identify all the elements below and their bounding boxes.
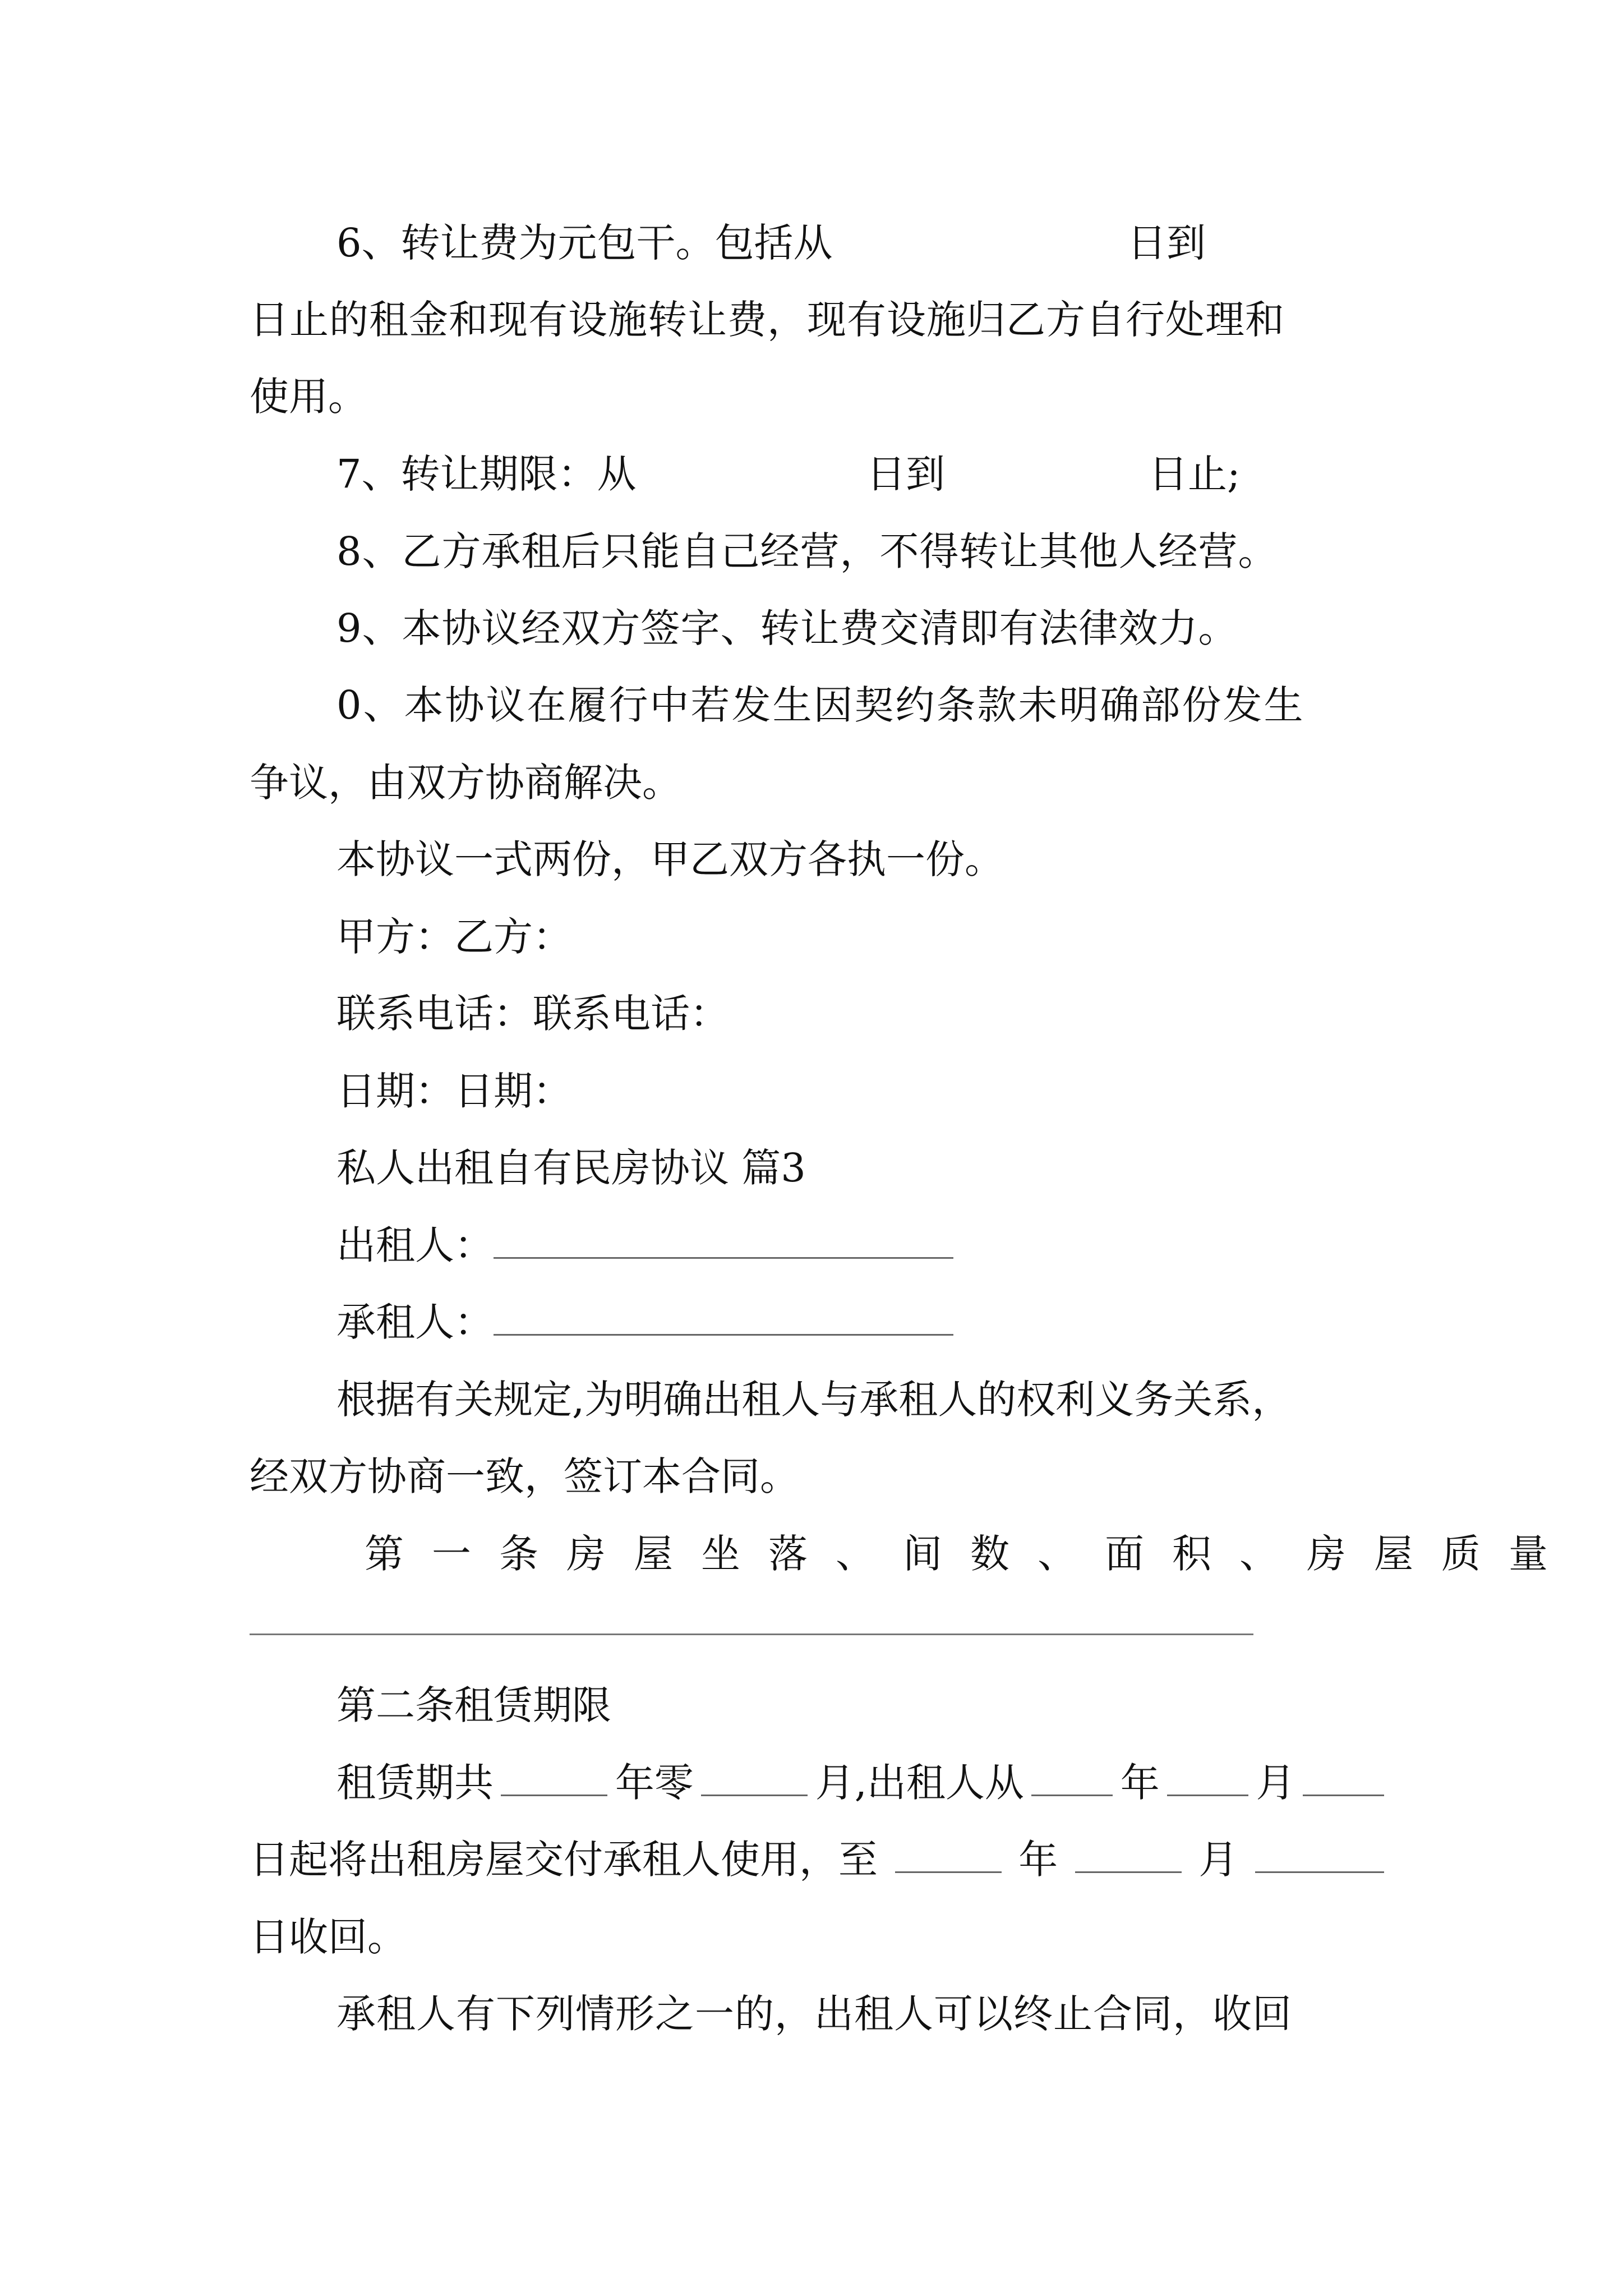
termination-line: 承租人有下列情形之一的，出租人可以终止合同，收回 (336, 1991, 1292, 2037)
lease-line-1 (336, 1760, 1384, 1806)
lease-years-blank (501, 1763, 607, 1796)
lease-months-blank (701, 1763, 808, 1796)
lease-line-2 (250, 1837, 1384, 1883)
clause-8: 8、乙方承租后只能自己经营，不得转让其他人经营。 (336, 528, 1278, 574)
end-month-unit: 月 (1198, 1837, 1238, 1883)
clause-10-line-1: 0、本协议在履行中若发生因契约条款未明确部份发生 (336, 682, 1305, 728)
clause-6-line-3: 使用。 (250, 374, 367, 420)
clause-6-line-2: 日止的租金和现有设施转让费，现有设施归乙方自行处理和 (250, 297, 1285, 343)
parties-line: 甲方：乙方： (336, 914, 572, 960)
clause-9: 9、本协议经双方签字、转让费交清即有法律效力。 (336, 605, 1238, 651)
start-day-blank (1303, 1763, 1384, 1796)
clause-7-mid: 日到 (866, 451, 945, 497)
lease-from-label: 月,出租人从 (815, 1760, 1024, 1806)
clause-6-line-1 (336, 220, 833, 266)
phones-line: 联系电话：联系电话： (336, 991, 729, 1037)
lessee-label: 承租人： (336, 1299, 494, 1345)
clause-6-mid: 日到 (1127, 220, 1206, 266)
end-day-blank (1255, 1840, 1384, 1873)
start-year-blank (1031, 1763, 1113, 1796)
end-year-unit: 年 (1018, 1837, 1058, 1883)
section-3-title: 私人出租自有民房协议 篇3 (336, 1145, 806, 1191)
clause-7-end: 日止; (1149, 451, 1241, 497)
dates-line: 日期：日期： (336, 1068, 572, 1114)
lease-delivery-text: 日起将出租房屋交付承租人使用，至 (250, 1837, 878, 1883)
start-month-blank (1167, 1763, 1248, 1796)
lease-total-label: 租赁期共 (336, 1760, 494, 1806)
end-month-blank (1075, 1840, 1182, 1873)
article-2-title: 第二条租赁期限 (336, 1682, 611, 1728)
start-year-unit: 年 (1120, 1760, 1160, 1806)
lease-years-unit: 年零 (615, 1760, 694, 1806)
lessor-line (336, 1222, 953, 1268)
lessee-blank (494, 1303, 953, 1336)
copies-note: 本协议一式两份，甲乙双方各执一份。 (336, 836, 1004, 882)
intro-line-1: 根据有关规定,为明确出租人与承租人的权利义务关系， (336, 1377, 1292, 1423)
lessor-blank (494, 1226, 953, 1259)
clause-7-prefix: 7、转让期限：从 (336, 451, 637, 497)
intro-line-2: 经双方协商一致，签订本合同。 (250, 1453, 799, 1499)
article-1: 第一条房屋坐落、间数、面积、房屋质量 (365, 1531, 1576, 1577)
end-year-blank (895, 1840, 1002, 1873)
clause-10-line-2: 争议，由双方协商解决。 (250, 760, 681, 806)
lease-line-3: 日收回。 (250, 1914, 407, 1960)
lessor-label: 出租人： (336, 1222, 494, 1268)
article-1-rule (250, 1634, 1253, 1635)
clause-6-prefix: 6、转让费为元包干。包括从 (336, 220, 833, 266)
lessee-line (336, 1299, 953, 1345)
start-month-unit: 月 (1256, 1760, 1295, 1806)
